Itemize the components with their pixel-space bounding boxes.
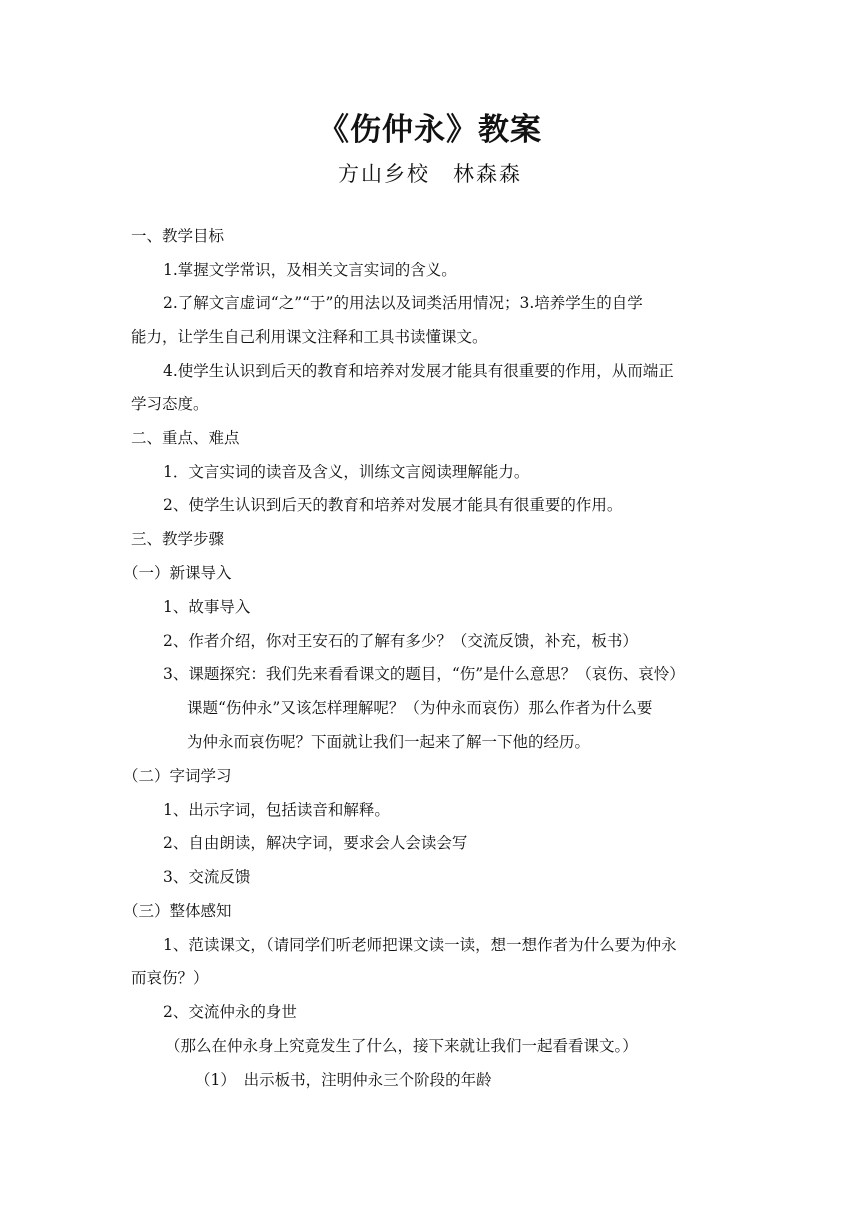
paragraph-line: 学习态度。 <box>131 395 209 413</box>
paragraph-line: 2、使学生认识到后天的教育和培养对发展才能具有很重要的作用。 <box>163 496 623 514</box>
section-heading: 二、重点、难点 <box>131 429 240 447</box>
paragraph-line: 2、自由朗读，解决字词，要求会人会读会写 <box>163 834 468 852</box>
document-title: 《伤仲永》教案 <box>318 112 542 148</box>
paragraph-line: （那么在仲永身上究竟发生了什么，接下来就让我们一起看看课文。） <box>165 1037 638 1055</box>
paragraph-line: 2.了解文言虚词“之”“于”的用法以及词类活用情况；3.培养学生的自学 <box>163 294 643 312</box>
paragraph-line: 1、故事导入 <box>163 598 251 616</box>
subsection-heading: （二）字词学习 <box>123 767 232 785</box>
section-heading: 三、教学步骤 <box>131 530 225 548</box>
paragraph-line: 2、作者介绍，你对王安石的了解有多少？（交流反馈，补充，板书） <box>163 632 638 650</box>
paragraph-line: 课题“伤仲永”又该怎样理解呢？（为仲永而哀伤）那么作者为什么要 <box>187 699 653 717</box>
paragraph-line: 4.使学生认识到后天的教育和培养对发展才能具有很重要的作用，从而端正 <box>163 362 674 380</box>
paragraph-line: 3、课题探究：我们先来看看课文的题目，“伤”是什么意思？（哀伤、哀怜） <box>163 665 685 683</box>
paragraph-line: 1、出示字词，包括读音和解释。 <box>163 801 390 819</box>
section-heading: 一、教学目标 <box>131 227 225 245</box>
paragraph-line: 1．文言实词的读音及含义，训练文言阅读理解能力。 <box>163 463 530 481</box>
document-subtitle: 方山乡校 林森森 <box>338 162 522 186</box>
paragraph-line: 1、范读课文，（请同学们听老师把课文读一读，想一想作者为什么要为仲永 <box>163 936 677 954</box>
paragraph-line: 1.掌握文学常识，及相关文言实词的含义。 <box>163 261 457 279</box>
paragraph-line: 为仲永而哀伤呢？下面就让我们一起来了解一下他的经历。 <box>187 733 591 751</box>
paragraph-line: 2、交流仲永的身世 <box>163 1003 297 1021</box>
paragraph-line: 能力，让学生自己利用课文注释和工具书读懂课文。 <box>131 328 488 346</box>
paragraph-line: 3、交流反馈 <box>163 868 251 886</box>
subsection-heading: （三）整体感知 <box>123 902 232 920</box>
paragraph-line: （1） 出示板书，注明仲永三个阶段的年龄 <box>195 1071 492 1089</box>
paragraph-line: 而哀伤？） <box>131 969 209 987</box>
subsection-heading: （一）新课导入 <box>123 564 232 582</box>
